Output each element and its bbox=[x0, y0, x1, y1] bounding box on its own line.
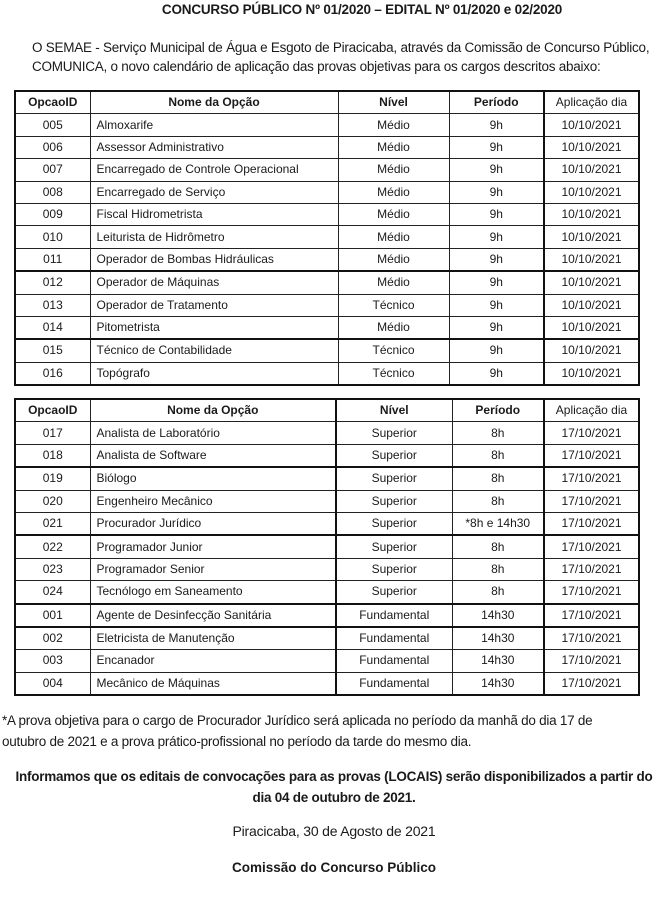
cell-opcaoid: 004 bbox=[15, 672, 90, 695]
cell-nome: Encarregado de Serviço bbox=[90, 181, 338, 203]
table-row bbox=[15, 444, 639, 467]
cell-periodo: 8h bbox=[452, 535, 544, 558]
cell-nome: Fiscal Hidrometrista bbox=[90, 203, 338, 225]
table-row bbox=[15, 467, 639, 490]
cell-nivel: Superior bbox=[336, 558, 452, 580]
header-nome: Nome da Opção bbox=[90, 399, 336, 422]
cell-nome: Agente de Desinfecção Sanitária bbox=[90, 604, 336, 627]
cell-nome: Tecnólogo em Saneamento bbox=[90, 581, 336, 604]
cell-periodo: 9h bbox=[449, 203, 544, 225]
cell-dia: 10/10/2021 bbox=[544, 136, 639, 158]
header-periodo: Período bbox=[449, 91, 544, 114]
cell-dia: 17/10/2021 bbox=[544, 650, 639, 672]
cell-opcaoid: 002 bbox=[15, 627, 90, 650]
cell-opcaoid: 016 bbox=[15, 362, 90, 385]
table-row bbox=[15, 581, 639, 604]
cell-dia: 10/10/2021 bbox=[544, 294, 639, 316]
cell-nome: Técnico de Contabilidade bbox=[90, 339, 338, 362]
cell-opcaoid: 005 bbox=[15, 114, 90, 136]
cell-periodo: 9h bbox=[449, 339, 544, 362]
cell-dia: 17/10/2021 bbox=[544, 535, 639, 558]
table-row bbox=[15, 226, 639, 248]
header-opcaoid: OpcaoID bbox=[15, 91, 90, 114]
cell-periodo: 9h bbox=[449, 159, 544, 181]
cell-nivel: Superior bbox=[336, 490, 452, 512]
table-row bbox=[15, 535, 639, 558]
cell-nivel: Superior bbox=[336, 512, 452, 535]
cell-nivel: Técnico bbox=[338, 339, 449, 362]
table-row bbox=[15, 114, 639, 136]
cell-dia: 10/10/2021 bbox=[544, 316, 639, 339]
cell-nivel: Médio bbox=[338, 316, 449, 339]
cell-nome: Operador de Tratamento bbox=[90, 294, 338, 316]
cell-periodo: 9h bbox=[449, 226, 544, 248]
cell-nome: Procurador Jurídico bbox=[90, 512, 336, 535]
schedule-table-2 bbox=[14, 398, 640, 696]
cell-nome: Topógrafo bbox=[90, 362, 338, 385]
cell-dia: 10/10/2021 bbox=[544, 114, 639, 136]
cell-nome: Engenheiro Mecânico bbox=[90, 490, 336, 512]
cell-nivel: Fundamental bbox=[336, 604, 452, 627]
cell-periodo: 9h bbox=[449, 316, 544, 339]
cell-nome: Programador Junior bbox=[90, 535, 336, 558]
cell-dia: 10/10/2021 bbox=[544, 159, 639, 181]
header-opcaoid: OpcaoID bbox=[15, 399, 90, 422]
cell-dia: 10/10/2021 bbox=[544, 203, 639, 225]
cell-opcaoid: 008 bbox=[15, 181, 90, 203]
cell-dia: 10/10/2021 bbox=[544, 362, 639, 385]
cell-opcaoid: 015 bbox=[15, 339, 90, 362]
cell-opcaoid: 021 bbox=[15, 512, 90, 535]
cell-dia: 10/10/2021 bbox=[544, 271, 639, 294]
cell-periodo: 8h bbox=[452, 422, 544, 444]
cell-dia: 10/10/2021 bbox=[544, 226, 639, 248]
header-nivel: Nível bbox=[336, 399, 452, 422]
cell-opcaoid: 007 bbox=[15, 159, 90, 181]
cell-nome: Almoxarife bbox=[90, 114, 338, 136]
cell-opcaoid: 013 bbox=[15, 294, 90, 316]
cell-nivel: Superior bbox=[336, 581, 452, 604]
cell-periodo: *8h e 14h30 bbox=[452, 512, 544, 535]
cell-dia: 10/10/2021 bbox=[544, 248, 639, 271]
cell-periodo: 9h bbox=[449, 181, 544, 203]
cell-opcaoid: 018 bbox=[15, 444, 90, 467]
cell-nome: Leiturista de Hidrômetro bbox=[90, 226, 338, 248]
cell-nome: Eletricista de Manutenção bbox=[90, 627, 336, 650]
cell-dia: 10/10/2021 bbox=[544, 339, 639, 362]
footnote-line: outubro de 2021 e a prova prático-profissional no período da tarde do mesmo dia. bbox=[2, 734, 472, 749]
cell-periodo: 9h bbox=[449, 294, 544, 316]
table-row bbox=[15, 271, 639, 294]
cell-dia: 10/10/2021 bbox=[544, 181, 639, 203]
cell-nivel: Superior bbox=[336, 422, 452, 444]
table-body bbox=[15, 422, 639, 695]
cell-nivel: Médio bbox=[338, 114, 449, 136]
table-row bbox=[15, 181, 639, 203]
info-notice bbox=[0, 766, 668, 808]
table-row bbox=[15, 316, 639, 339]
table-row bbox=[15, 362, 639, 385]
cell-nome: Encarregado de Controle Operacional bbox=[90, 159, 338, 181]
table-row bbox=[15, 159, 639, 181]
cell-periodo: 9h bbox=[449, 362, 544, 385]
cell-nome: Mecânico de Máquinas bbox=[90, 672, 336, 695]
cell-nome: Programador Senior bbox=[90, 558, 336, 580]
cell-periodo: 14h30 bbox=[452, 604, 544, 627]
signature: Comissão do Concurso Público bbox=[231, 860, 437, 875]
table-row bbox=[15, 248, 639, 271]
cell-nome: Operador de Bombas Hidráulicas bbox=[90, 248, 338, 271]
table-row bbox=[15, 672, 639, 695]
cell-nome: Operador de Máquinas bbox=[90, 271, 338, 294]
cell-dia: 17/10/2021 bbox=[544, 581, 639, 604]
cell-nome: Pitometrista bbox=[90, 316, 338, 339]
cell-nivel: Técnico bbox=[338, 362, 449, 385]
cell-periodo: 8h bbox=[452, 444, 544, 467]
cell-periodo: 8h bbox=[452, 581, 544, 604]
cell-nome: Assessor Administrativo bbox=[90, 136, 338, 158]
cell-nivel: Médio bbox=[338, 203, 449, 225]
table-body bbox=[15, 114, 639, 385]
intro-line: COMUNICA, o novo calendário de aplicação das provas objetivas para os cargos descritos abaixo: bbox=[32, 59, 601, 74]
table-row bbox=[15, 558, 639, 580]
cell-opcaoid: 014 bbox=[15, 316, 90, 339]
cell-periodo: 8h bbox=[452, 467, 544, 490]
footnote-line: *A prova objetiva para o cargo de Procurador Jurídico será aplicada no período da manhã do dia 17 de bbox=[2, 713, 593, 728]
cell-opcaoid: 001 bbox=[15, 604, 90, 627]
table-row bbox=[15, 512, 639, 535]
cell-nivel: Superior bbox=[336, 444, 452, 467]
cell-dia: 17/10/2021 bbox=[544, 467, 639, 490]
cell-nivel: Superior bbox=[336, 535, 452, 558]
cell-dia: 17/10/2021 bbox=[544, 512, 639, 535]
cell-nome: Biólogo bbox=[90, 467, 336, 490]
cell-opcaoid: 022 bbox=[15, 535, 90, 558]
cell-opcaoid: 012 bbox=[15, 271, 90, 294]
table-row bbox=[15, 422, 639, 444]
cell-opcaoid: 009 bbox=[15, 203, 90, 225]
intro-paragraph bbox=[32, 38, 668, 76]
cell-periodo: 14h30 bbox=[452, 627, 544, 650]
header-nivel: Nível bbox=[338, 91, 449, 114]
header-aplicacao: Aplicação dia bbox=[544, 91, 639, 114]
cell-opcaoid: 003 bbox=[15, 650, 90, 672]
cell-nome: Analista de Software bbox=[90, 444, 336, 467]
cell-opcaoid: 006 bbox=[15, 136, 90, 158]
cell-dia: 17/10/2021 bbox=[544, 422, 639, 444]
info-line: dia 04 de outubro de 2021. bbox=[252, 790, 416, 805]
cell-nome: Encanador bbox=[90, 650, 336, 672]
cell-periodo: 14h30 bbox=[452, 650, 544, 672]
table-row bbox=[15, 294, 639, 316]
cell-opcaoid: 024 bbox=[15, 581, 90, 604]
header-nome: Nome da Opção bbox=[90, 91, 338, 114]
cell-periodo: 8h bbox=[452, 558, 544, 580]
cell-nivel: Técnico bbox=[338, 294, 449, 316]
cell-nivel: Médio bbox=[338, 136, 449, 158]
cell-nivel: Fundamental bbox=[336, 650, 452, 672]
table-row bbox=[15, 604, 639, 627]
cell-periodo: 9h bbox=[449, 248, 544, 271]
cell-opcaoid: 023 bbox=[15, 558, 90, 580]
header-aplicacao: Aplicação dia bbox=[544, 399, 639, 422]
cell-dia: 17/10/2021 bbox=[544, 672, 639, 695]
table-row bbox=[15, 339, 639, 362]
cell-periodo: 9h bbox=[449, 271, 544, 294]
cell-periodo: 8h bbox=[452, 490, 544, 512]
footnote bbox=[2, 710, 666, 752]
place-date: Piracicaba, 30 de Agosto de 2021 bbox=[232, 823, 436, 839]
cell-periodo: 9h bbox=[449, 136, 544, 158]
table-header-row bbox=[15, 399, 639, 422]
cell-nivel: Médio bbox=[338, 248, 449, 271]
table-header-row bbox=[15, 91, 639, 114]
cell-nome: Analista de Laboratório bbox=[90, 422, 336, 444]
cell-dia: 17/10/2021 bbox=[544, 558, 639, 580]
cell-periodo: 9h bbox=[449, 114, 544, 136]
cell-nivel: Médio bbox=[338, 159, 449, 181]
table-row bbox=[15, 136, 639, 158]
cell-nivel: Fundamental bbox=[336, 672, 452, 695]
cell-dia: 17/10/2021 bbox=[544, 604, 639, 627]
cell-opcaoid: 010 bbox=[15, 226, 90, 248]
table-row bbox=[15, 650, 639, 672]
cell-opcaoid: 020 bbox=[15, 490, 90, 512]
table-row bbox=[15, 203, 639, 225]
table-row bbox=[15, 490, 639, 512]
cell-dia: 17/10/2021 bbox=[544, 627, 639, 650]
cell-periodo: 14h30 bbox=[452, 672, 544, 695]
cell-nivel: Médio bbox=[338, 181, 449, 203]
cell-nivel: Superior bbox=[336, 467, 452, 490]
cell-dia: 17/10/2021 bbox=[544, 444, 639, 467]
cell-opcaoid: 019 bbox=[15, 467, 90, 490]
document-title: CONCURSO PÚBLICO Nº 01/2020 – EDITAL Nº 01/2020 e 02/2020 bbox=[161, 2, 563, 17]
table-row bbox=[15, 627, 639, 650]
info-line: Informamos que os editais de convocações para as provas (LOCAIS) serão disponibilizados a partir do bbox=[15, 769, 653, 784]
intro-line: O SEMAE - Serviço Municipal de Água e Esgoto de Piracicaba, através da Comissão de Concurso Público, bbox=[32, 40, 650, 55]
cell-nivel: Médio bbox=[338, 271, 449, 294]
cell-nivel: Médio bbox=[338, 226, 449, 248]
cell-dia: 17/10/2021 bbox=[544, 490, 639, 512]
header-periodo: Período bbox=[452, 399, 544, 422]
cell-opcaoid: 017 bbox=[15, 422, 90, 444]
schedule-table-1 bbox=[14, 90, 640, 386]
cell-opcaoid: 011 bbox=[15, 248, 90, 271]
cell-nivel: Fundamental bbox=[336, 627, 452, 650]
